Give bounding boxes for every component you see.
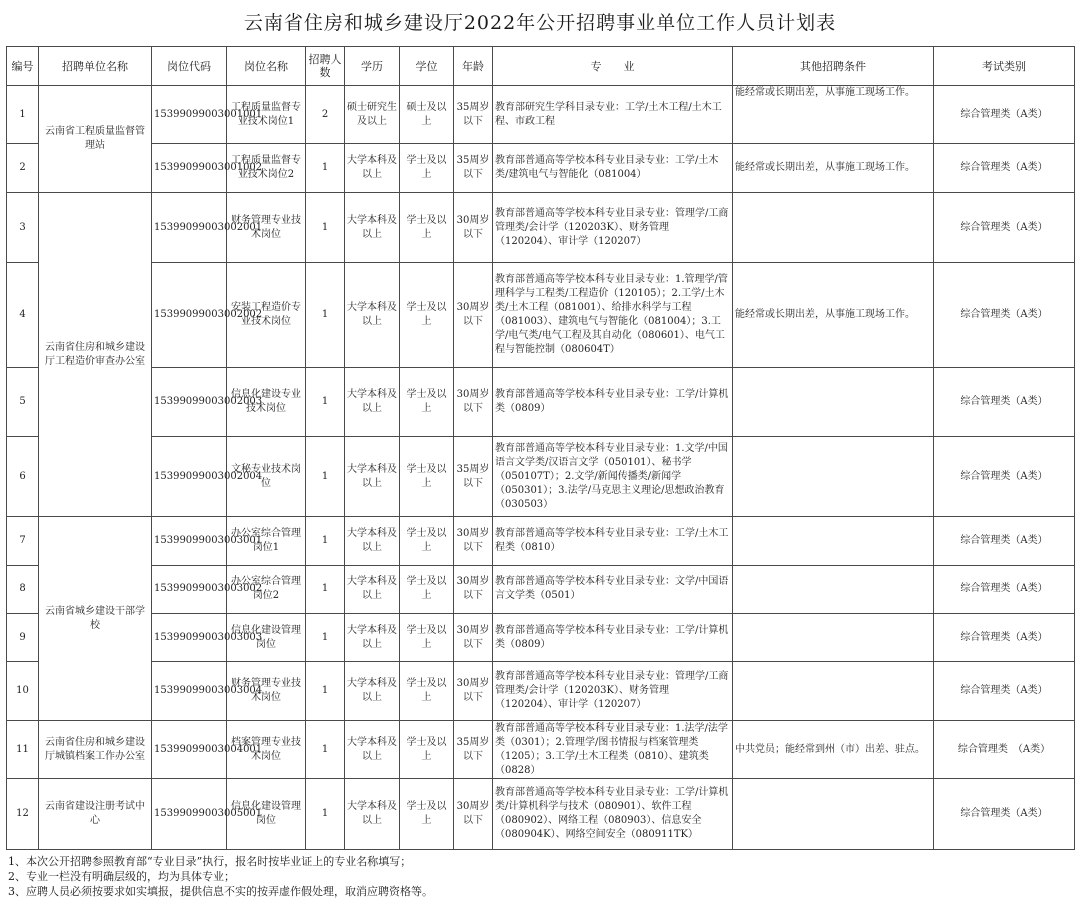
degree: 学士及以上 [400, 565, 454, 613]
table-row [7, 192, 1075, 263]
header-major: 专 业 [493, 47, 733, 86]
hire-count: 1 [306, 368, 345, 437]
hire-count: 1 [306, 436, 345, 517]
unit-name: 云南省建设注册考试中心 [39, 779, 152, 850]
age-limit: 30周岁以下 [454, 263, 493, 368]
table-row [7, 720, 1075, 778]
header-code: 岗位代码 [152, 47, 227, 86]
post-name: 财务管理专业技术岗位 [227, 662, 306, 720]
degree: 学士及以上 [400, 436, 454, 517]
hire-count: 1 [306, 192, 345, 263]
post-code: 15399099003003003 [152, 614, 227, 662]
unit-name: 云南省住房和城乡建设厅工程造价审查办公室 [39, 192, 152, 517]
note-item: 2、专业一栏没有明确层级的，均为具体专业； [8, 870, 235, 883]
row-no: 3 [7, 192, 39, 263]
exam-category: 综合管理类（A类） [934, 517, 1075, 565]
post-name: 档案管理专业技术岗位 [227, 720, 306, 778]
other-conditions [733, 662, 934, 720]
post-code: 15399099003002002 [152, 263, 227, 368]
header-other: 其他招聘条件 [733, 47, 934, 86]
hire-count: 1 [306, 662, 345, 720]
other-conditions: 能经常或长期出差，从事施工现场工作。 [733, 263, 934, 368]
major-requirement: 教育部普通高等学校本科专业目录专业：工学/土木类/建筑电气与智能化（081004） [493, 144, 733, 192]
post-name: 信息化建设专业技术岗位 [227, 368, 306, 437]
degree: 硕士及以上 [400, 86, 454, 144]
degree: 学士及以上 [400, 720, 454, 778]
post-code: 15399099003003001 [152, 517, 227, 565]
header-no: 编号 [7, 47, 39, 86]
education: 大学本科及以上 [345, 436, 400, 517]
post-name: 办公室综合管理岗位1 [227, 517, 306, 565]
page-title: 云南省住房和城乡建设厅2022年公开招聘事业单位工作人员计划表 [243, 12, 837, 34]
row-no: 5 [7, 368, 39, 437]
other-conditions [733, 779, 934, 850]
table-row [7, 565, 1075, 613]
other-conditions [733, 368, 934, 437]
major-requirement: 教育部普通高等学校本科专业目录专业：工学/计算机类/计算机科学与技术（080901）、软件工程（080902）、网络工程（080903）、信息安全（080904K）、网络空间安全（080911TK） [493, 779, 733, 850]
major-requirement: 教育部普通高等学校本科专业目录专业：1.文学/中国语言文学类/汉语言文学（050101）、秘书学（050107T）；2.文学/新闻传播类/新闻学（050301）；3.法学/马克思主义理论/思想政治教育（030503） [493, 436, 733, 517]
other-conditions [733, 565, 934, 613]
major-requirement: 教育部普通高等学校本科专业目录专业：管理学/工商管理类/会计学（120203K）、财务管理（120204）、审计学（120207） [493, 662, 733, 720]
table-row [7, 436, 1075, 517]
hire-count: 1 [306, 517, 345, 565]
post-name: 信息化建设管理岗位 [227, 614, 306, 662]
major-requirement: 教育部普通高等学校本科专业目录专业：工学/计算机类（0809） [493, 614, 733, 662]
education: 大学本科及以上 [345, 779, 400, 850]
age-limit: 30周岁以下 [454, 662, 493, 720]
table-row [7, 368, 1075, 437]
major-requirement: 教育部普通高等学校本科专业目录专业：文学/中国语言文学类（0501） [493, 565, 733, 613]
post-name: 工程质量监督专业技术岗位2 [227, 144, 306, 192]
exam-category: 综合管理类（A类） [934, 662, 1075, 720]
education: 大学本科及以上 [345, 368, 400, 437]
table-row [7, 779, 1075, 850]
exam-category: 综合管理类（A类） [934, 614, 1075, 662]
table-row [7, 517, 1075, 565]
table-row [7, 86, 1075, 144]
exam-category: 综合管理类（A类） [934, 263, 1075, 368]
hire-count: 2 [306, 86, 345, 144]
exam-category: 综合管理类（A类） [934, 144, 1075, 192]
header-edu: 学历 [345, 47, 400, 86]
post-code: 15399099003003002 [152, 565, 227, 613]
degree: 学士及以上 [400, 779, 454, 850]
hire-count: 1 [306, 614, 345, 662]
degree: 学士及以上 [400, 144, 454, 192]
table-header-row [7, 47, 1075, 86]
post-code: 15399099003002001 [152, 192, 227, 263]
table-row [7, 614, 1075, 662]
age-limit: 35周岁以下 [454, 720, 493, 778]
age-limit: 35周岁以下 [454, 436, 493, 517]
education: 硕士研究生及以上 [345, 86, 400, 144]
header-age: 年龄 [454, 47, 493, 86]
row-no: 4 [7, 263, 39, 368]
degree: 学士及以上 [400, 263, 454, 368]
major-requirement: 教育部研究生学科目录专业：工学/土木工程/土木工程、市政工程 [493, 86, 733, 144]
education: 大学本科及以上 [345, 263, 400, 368]
hire-count: 1 [306, 144, 345, 192]
table-row [7, 263, 1075, 368]
exam-category: 综合管理类（A类） [934, 779, 1075, 850]
education: 大学本科及以上 [345, 144, 400, 192]
post-code: 15399099003001001 [152, 86, 227, 144]
other-conditions [733, 614, 934, 662]
major-requirement: 教育部普通高等学校本科专业目录专业：管理学/工商管理类/会计学（120203K）、财务管理（120204）、审计学（120207） [493, 192, 733, 263]
other-conditions: 中共党员；能经常到州（市）出差、驻点。 [733, 720, 934, 778]
row-no: 1 [7, 86, 39, 144]
other-conditions [733, 436, 934, 517]
recruitment-plan-table [6, 46, 1075, 850]
exam-category: 综合管理类（A类） [934, 436, 1075, 517]
unit-name: 云南省城乡建设干部学校 [39, 517, 152, 721]
other-conditions: 能经常或长期出差，从事施工现场工作。 [733, 86, 934, 144]
other-conditions [733, 192, 934, 263]
row-no: 7 [7, 517, 39, 565]
major-requirement: 教育部普通高等学校本科专业目录专业：工学/计算机类（0809） [493, 368, 733, 437]
notes [8, 854, 1072, 899]
hire-count: 1 [306, 263, 345, 368]
row-no: 2 [7, 144, 39, 192]
post-code: 15399099003004001 [152, 720, 227, 778]
degree: 学士及以上 [400, 192, 454, 263]
age-limit: 30周岁以下 [454, 565, 493, 613]
exam-category: 综合管理类（A类） [934, 192, 1075, 263]
post-name: 工程质量监督专业技术岗位1 [227, 86, 306, 144]
age-limit: 30周岁以下 [454, 614, 493, 662]
post-code: 15399099003002003 [152, 368, 227, 437]
row-no: 11 [7, 720, 39, 778]
age-limit: 30周岁以下 [454, 517, 493, 565]
age-limit: 35周岁以下 [454, 144, 493, 192]
header-unit: 招聘单位名称 [39, 47, 152, 86]
other-conditions [733, 517, 934, 565]
header-degree: 学位 [400, 47, 454, 86]
table-row [7, 662, 1075, 720]
major-requirement: 教育部普通高等学校本科专业目录专业：工学/土木工程类（0810） [493, 517, 733, 565]
unit-name: 云南省住房和城乡建设厅城镇档案工作办公室 [39, 720, 152, 778]
degree: 学士及以上 [400, 614, 454, 662]
education: 大学本科及以上 [345, 720, 400, 778]
other-conditions: 能经常或长期出差，从事施工现场工作。 [733, 144, 934, 192]
unit-name: 云南省工程质量监督管理站 [39, 86, 152, 193]
major-requirement: 教育部普通高等学校本科专业目录专业：1.法学/法学类（0301）；2.管理学/图书情报与档案管理类（1205）；3.工学/土木工程类（0810）、建筑类（0828） [493, 720, 733, 778]
post-code: 15399099003005001 [152, 779, 227, 850]
header-exam: 考试类别 [934, 47, 1075, 86]
degree: 学士及以上 [400, 662, 454, 720]
hire-count: 1 [306, 720, 345, 778]
exam-category: 综合管理类（A类） [934, 565, 1075, 613]
header-post: 岗位名称 [227, 47, 306, 86]
row-no: 6 [7, 436, 39, 517]
education: 大学本科及以上 [345, 565, 400, 613]
age-limit: 30周岁以下 [454, 779, 493, 850]
major-requirement: 教育部普通高等学校本科专业目录专业：1.管理学/管理科学与工程类/工程造价（120105）；2.工学/土木类/土木工程（081001）、给排水科学与工程（081003）、建筑电气与智能化（081004）；3.工学/电气类/电气工程及其自动化（080601）、电气工程与智能控制（080604T） [493, 263, 733, 368]
age-limit: 30周岁以下 [454, 192, 493, 263]
post-name: 文秘专业技术岗位 [227, 436, 306, 517]
post-code: 15399099003001002 [152, 144, 227, 192]
degree: 学士及以上 [400, 368, 454, 437]
age-limit: 30周岁以下 [454, 368, 493, 437]
row-no: 12 [7, 779, 39, 850]
note-item: 1、本次公开招聘参照教育部“专业目录”执行，报名时按毕业证上的专业名称填写； [8, 855, 412, 868]
table-row [7, 144, 1075, 192]
row-no: 10 [7, 662, 39, 720]
note-item: 3、应聘人员必须按要求如实填报，提供信息不实的按弄虚作假处理，取消应聘资格等。 [8, 885, 433, 898]
post-code: 15399099003003004 [152, 662, 227, 720]
education: 大学本科及以上 [345, 517, 400, 565]
post-code: 15399099003002004 [152, 436, 227, 517]
age-limit: 35周岁以下 [454, 86, 493, 144]
row-no: 9 [7, 614, 39, 662]
hire-count: 1 [306, 779, 345, 850]
exam-category: 综合管理类 （A类） [934, 720, 1075, 778]
hire-count: 1 [306, 565, 345, 613]
row-no: 8 [7, 565, 39, 613]
degree: 学士及以上 [400, 517, 454, 565]
post-name: 财务管理专业技术岗位 [227, 192, 306, 263]
post-name: 办公室综合管理岗位2 [227, 565, 306, 613]
education: 大学本科及以上 [345, 614, 400, 662]
education: 大学本科及以上 [345, 192, 400, 263]
education: 大学本科及以上 [345, 662, 400, 720]
exam-category: 综合管理类（A类） [934, 86, 1075, 144]
exam-category: 综合管理类（A类） [934, 368, 1075, 437]
post-name: 安装工程造价专业技术岗位 [227, 263, 306, 368]
post-name: 信息化建设管理岗位 [227, 779, 306, 850]
header-count: 招聘人数 [306, 47, 345, 86]
